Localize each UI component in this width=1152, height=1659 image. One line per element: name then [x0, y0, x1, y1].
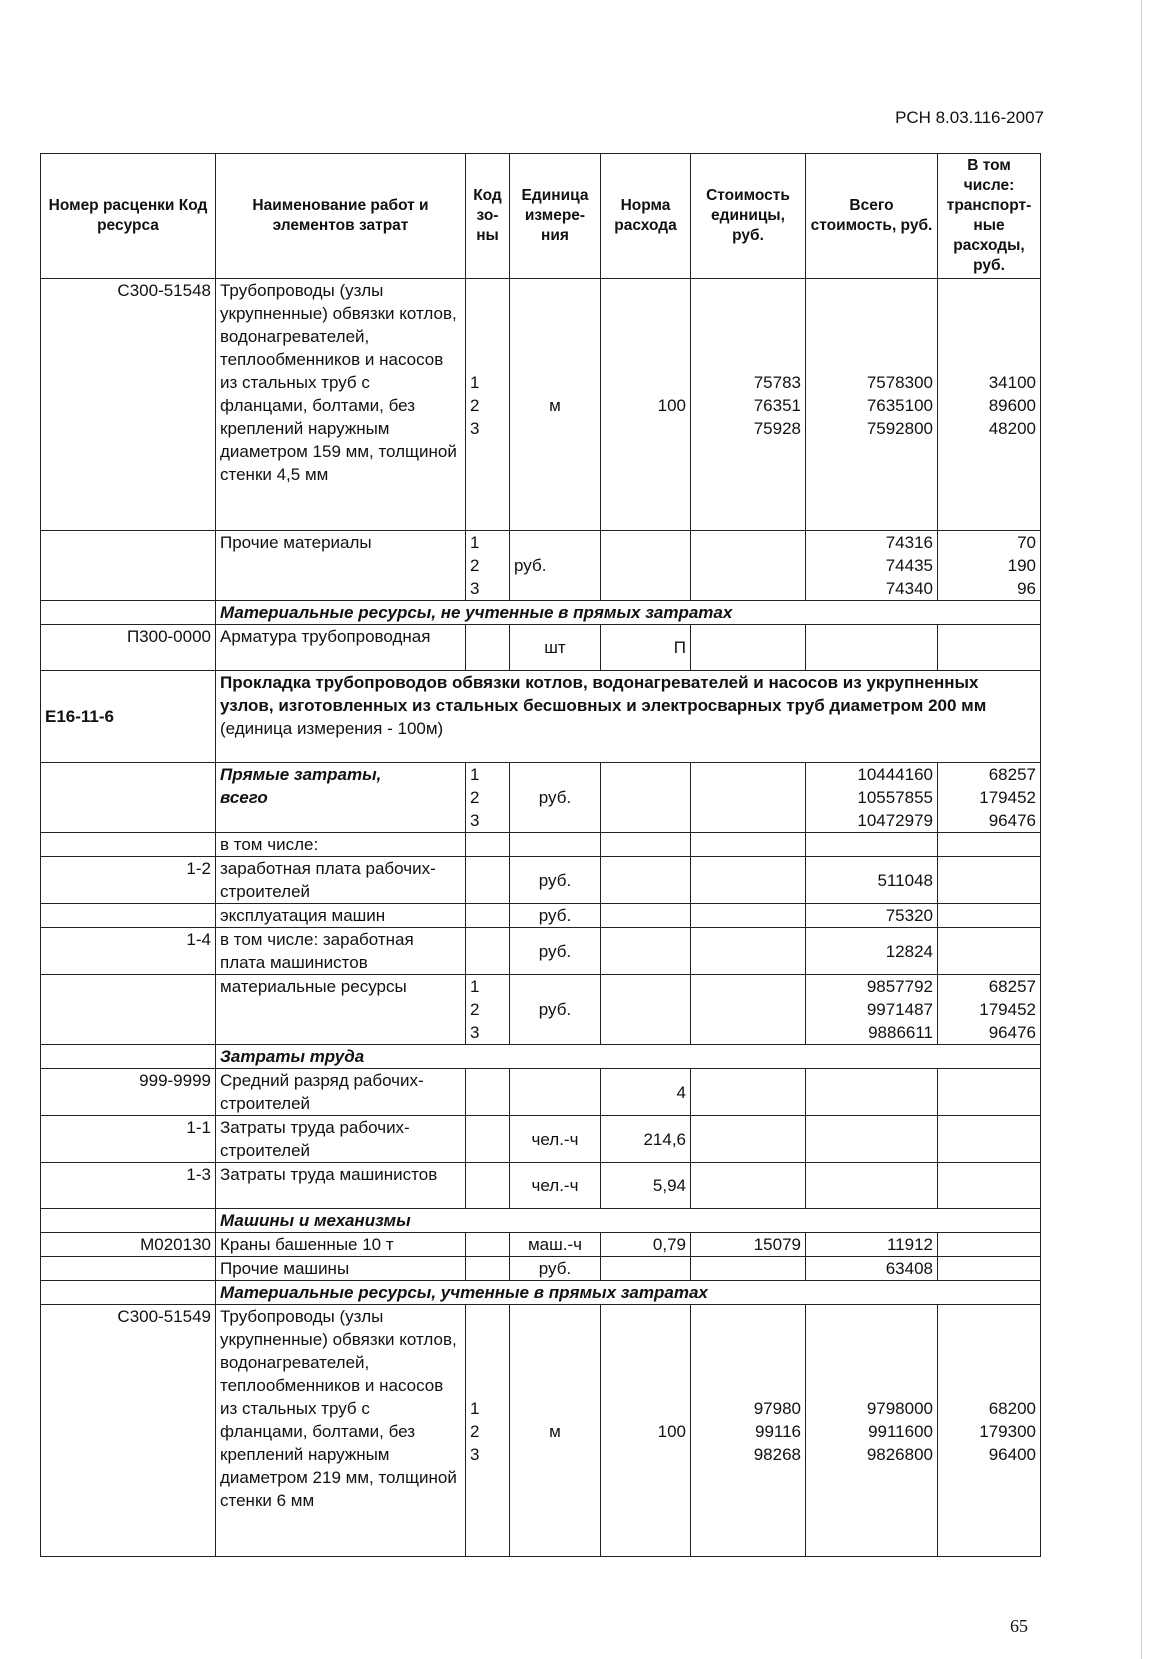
empty-cell: [691, 857, 806, 904]
including-label: в том числе:: [216, 833, 466, 857]
scan-edge-line: [1141, 0, 1142, 1659]
table-row: [41, 1163, 1041, 1209]
table-row: [41, 1305, 1041, 1557]
header-code: Номер расценки Код ресурса: [41, 154, 216, 279]
empty-cell: [466, 1069, 510, 1116]
resource-code: 1-2: [41, 857, 216, 904]
transport-cost: 68200 179300 96400: [938, 1305, 1041, 1557]
header-norm: Норма расхода: [601, 154, 691, 279]
resource-name: Арматура трубопроводная: [216, 625, 466, 671]
empty-cell: [601, 531, 691, 601]
header-row: [41, 154, 1041, 279]
unit: руб.: [510, 1257, 601, 1281]
rate-unit-note: (единица измерения - 100м): [220, 719, 444, 738]
total-cost: 7578300 7635100 7592800: [806, 279, 938, 531]
resource-code: С300-51548: [41, 279, 216, 531]
norm: П: [601, 625, 691, 671]
empty-cell: [41, 1209, 216, 1233]
resource-code: 1-1: [41, 1116, 216, 1163]
empty-cell: [938, 1069, 1041, 1116]
unit: шт: [510, 625, 601, 671]
table-row: [41, 857, 1041, 904]
section-row: [41, 601, 1041, 625]
table-row: [41, 1233, 1041, 1257]
empty-cell: [601, 1257, 691, 1281]
empty-cell: [466, 1163, 510, 1209]
empty-cell: [691, 1116, 806, 1163]
empty-cell: [41, 975, 216, 1045]
zone-codes: 1 2 3: [466, 975, 510, 1045]
table-row: [41, 904, 1041, 928]
empty-cell: [691, 625, 806, 671]
section-title: Машины и механизмы: [216, 1209, 1041, 1233]
cost-name: в том числе: заработная плата машинистов: [216, 928, 466, 975]
total-cost: 10444160 10557855 10472979: [806, 763, 938, 833]
empty-cell: [41, 904, 216, 928]
resource-name: Затраты труда рабочих-строителей: [216, 1116, 466, 1163]
empty-cell: [601, 857, 691, 904]
unit-cost: 97980 99116 98268: [691, 1305, 806, 1557]
table-row: [41, 763, 1041, 833]
empty-cell: [806, 1163, 938, 1209]
empty-cell: [466, 625, 510, 671]
empty-cell: [691, 833, 806, 857]
rate-description: [216, 671, 1041, 763]
header-total: Всего стоимость, руб.: [806, 154, 938, 279]
empty-cell: [41, 833, 216, 857]
empty-cell: [466, 833, 510, 857]
table-row: [41, 1069, 1041, 1116]
empty-cell: [691, 1069, 806, 1116]
empty-cell: [806, 1069, 938, 1116]
empty-cell: [601, 904, 691, 928]
cost-name: эксплуатация машин: [216, 904, 466, 928]
resource-name: Средний разряд рабочих-строителей: [216, 1069, 466, 1116]
unit-cost: 15079: [691, 1233, 806, 1257]
resource-name: Трубопроводы (узлы укрупненные) обвязки котлов, водонагревателей, теплообменников и насосов из стальных труб с фланцами, болтами, без креплений наружным диаметром 219 мм, толщиной стенки 6 мм: [216, 1305, 466, 1557]
table-row: [41, 1116, 1041, 1163]
unit: маш.-ч: [510, 1233, 601, 1257]
section-title: Материальные ресурсы, не учтенные в прямых затратах: [216, 601, 1041, 625]
total-cost: 74316 74435 74340: [806, 531, 938, 601]
rate-code: Е16-11-6: [41, 671, 216, 763]
unit: чел.-ч: [510, 1116, 601, 1163]
empty-cell: [938, 1163, 1041, 1209]
empty-cell: [691, 975, 806, 1045]
total-cost: 9857792 9971487 9886611: [806, 975, 938, 1045]
resource-code: М020130: [41, 1233, 216, 1257]
resource-name: Прочие машины: [216, 1257, 466, 1281]
empty-cell: [938, 1116, 1041, 1163]
total-cost: 63408: [806, 1257, 938, 1281]
empty-cell: [806, 1116, 938, 1163]
empty-cell: [691, 928, 806, 975]
empty-cell: [41, 1281, 216, 1305]
header-unit: Единица измере-ния: [510, 154, 601, 279]
norm: 100: [601, 1305, 691, 1557]
table-row: [41, 833, 1041, 857]
cost-name: материальные ресурсы: [216, 975, 466, 1045]
empty-cell: [41, 763, 216, 833]
total-cost: 12824: [806, 928, 938, 975]
empty-cell: [41, 1257, 216, 1281]
resource-name: Краны башенные 10 т: [216, 1233, 466, 1257]
resource-code: С300-51549: [41, 1305, 216, 1557]
norm: 4: [601, 1069, 691, 1116]
transport-cost: 70 190 96: [938, 531, 1041, 601]
section-row: [41, 1045, 1041, 1069]
unit-cost: 75783 76351 75928: [691, 279, 806, 531]
zone-codes: 1 2 3: [466, 763, 510, 833]
unit: руб.: [510, 531, 601, 601]
empty-cell: [466, 1116, 510, 1163]
cost-name: заработная плата рабочих-строителей: [216, 857, 466, 904]
unit: руб.: [510, 975, 601, 1045]
section-title: Материальные ресурсы, учтенные в прямых затратах: [216, 1281, 1041, 1305]
resource-code: 1-4: [41, 928, 216, 975]
empty-cell: [601, 833, 691, 857]
unit: чел.-ч: [510, 1163, 601, 1209]
empty-cell: [938, 1257, 1041, 1281]
empty-cell: [510, 1069, 601, 1116]
total-cost: 75320: [806, 904, 938, 928]
transport-cost: 68257 179452 96476: [938, 763, 1041, 833]
table-row: [41, 531, 1041, 601]
empty-cell: [938, 857, 1041, 904]
empty-cell: [601, 975, 691, 1045]
empty-cell: [41, 531, 216, 601]
rate-header-row: [41, 671, 1041, 763]
document-code: РСН 8.03.116-2007: [895, 108, 1044, 127]
zone-codes: 1 2 3: [466, 1305, 510, 1557]
unit: руб.: [510, 904, 601, 928]
empty-cell: [691, 763, 806, 833]
table-row: [41, 279, 1041, 531]
header-unit-cost: Стоимость единицы, руб.: [691, 154, 806, 279]
norm: 100: [601, 279, 691, 531]
header-transport: В том числе: транспорт-ные расходы, руб.: [938, 154, 1041, 279]
header-zone: Код зо-ны: [466, 154, 510, 279]
section-row: [41, 1209, 1041, 1233]
unit: руб.: [510, 857, 601, 904]
empty-cell: [691, 1163, 806, 1209]
unit: руб.: [510, 763, 601, 833]
empty-cell: [691, 531, 806, 601]
transport-cost: 34100 89600 48200: [938, 279, 1041, 531]
resource-name: Трубопроводы (узлы укрупненные) обвязки котлов, водонагревателей, теплообменников и насосов из стальных труб с фланцами, болтами, без креплений наружным диаметром 159 мм, толщиной стенки 4,5 мм: [216, 279, 466, 531]
empty-cell: [41, 1045, 216, 1069]
total-cost: 9798000 9911600 9826800: [806, 1305, 938, 1557]
unit: м: [510, 279, 601, 531]
section-row: [41, 1281, 1041, 1305]
table-row: [41, 975, 1041, 1045]
transport-cost: 68257 179452 96476: [938, 975, 1041, 1045]
header-name: Наименование работ и элементов затрат: [216, 154, 466, 279]
empty-cell: [691, 1257, 806, 1281]
empty-cell: [938, 833, 1041, 857]
empty-cell: [510, 833, 601, 857]
page-number: 65: [1010, 1616, 1028, 1636]
empty-cell: [466, 1233, 510, 1257]
empty-cell: [938, 904, 1041, 928]
resource-code: 1-3: [41, 1163, 216, 1209]
unit: м: [510, 1305, 601, 1557]
empty-cell: [601, 763, 691, 833]
zone-codes: 1 2 3: [466, 531, 510, 601]
norm: 214,6: [601, 1116, 691, 1163]
total-cost: 511048: [806, 857, 938, 904]
cost-name: Прямые затраты, всего: [216, 763, 466, 833]
rate-title: Прокладка трубопроводов обвязки котлов, водонагревателей и насосов из укрупненных узлов, изготовленных из стальных бесшовных и электросварных труб диаметром 200 мм: [220, 673, 987, 715]
resource-name: Затраты труда машинистов: [216, 1163, 466, 1209]
section-title: Затраты труда: [216, 1045, 1041, 1069]
empty-cell: [806, 625, 938, 671]
empty-cell: [466, 928, 510, 975]
empty-cell: [466, 904, 510, 928]
resource-code: П300-0000: [41, 625, 216, 671]
norm: 5,94: [601, 1163, 691, 1209]
empty-cell: [691, 904, 806, 928]
empty-cell: [938, 928, 1041, 975]
resource-code: 999-9999: [41, 1069, 216, 1116]
empty-cell: [938, 625, 1041, 671]
empty-cell: [806, 833, 938, 857]
table-row: [41, 1257, 1041, 1281]
table-row: [41, 928, 1041, 975]
norm: 0,79: [601, 1233, 691, 1257]
estimate-table: [40, 153, 1041, 1557]
empty-cell: [41, 601, 216, 625]
empty-cell: [466, 857, 510, 904]
empty-cell: [601, 928, 691, 975]
total-cost: 11912: [806, 1233, 938, 1257]
table-row: [41, 625, 1041, 671]
resource-name: Прочие материалы: [216, 531, 466, 601]
empty-cell: [938, 1233, 1041, 1257]
empty-cell: [466, 1257, 510, 1281]
zone-codes: 1 2 3: [466, 279, 510, 531]
unit: руб.: [510, 928, 601, 975]
